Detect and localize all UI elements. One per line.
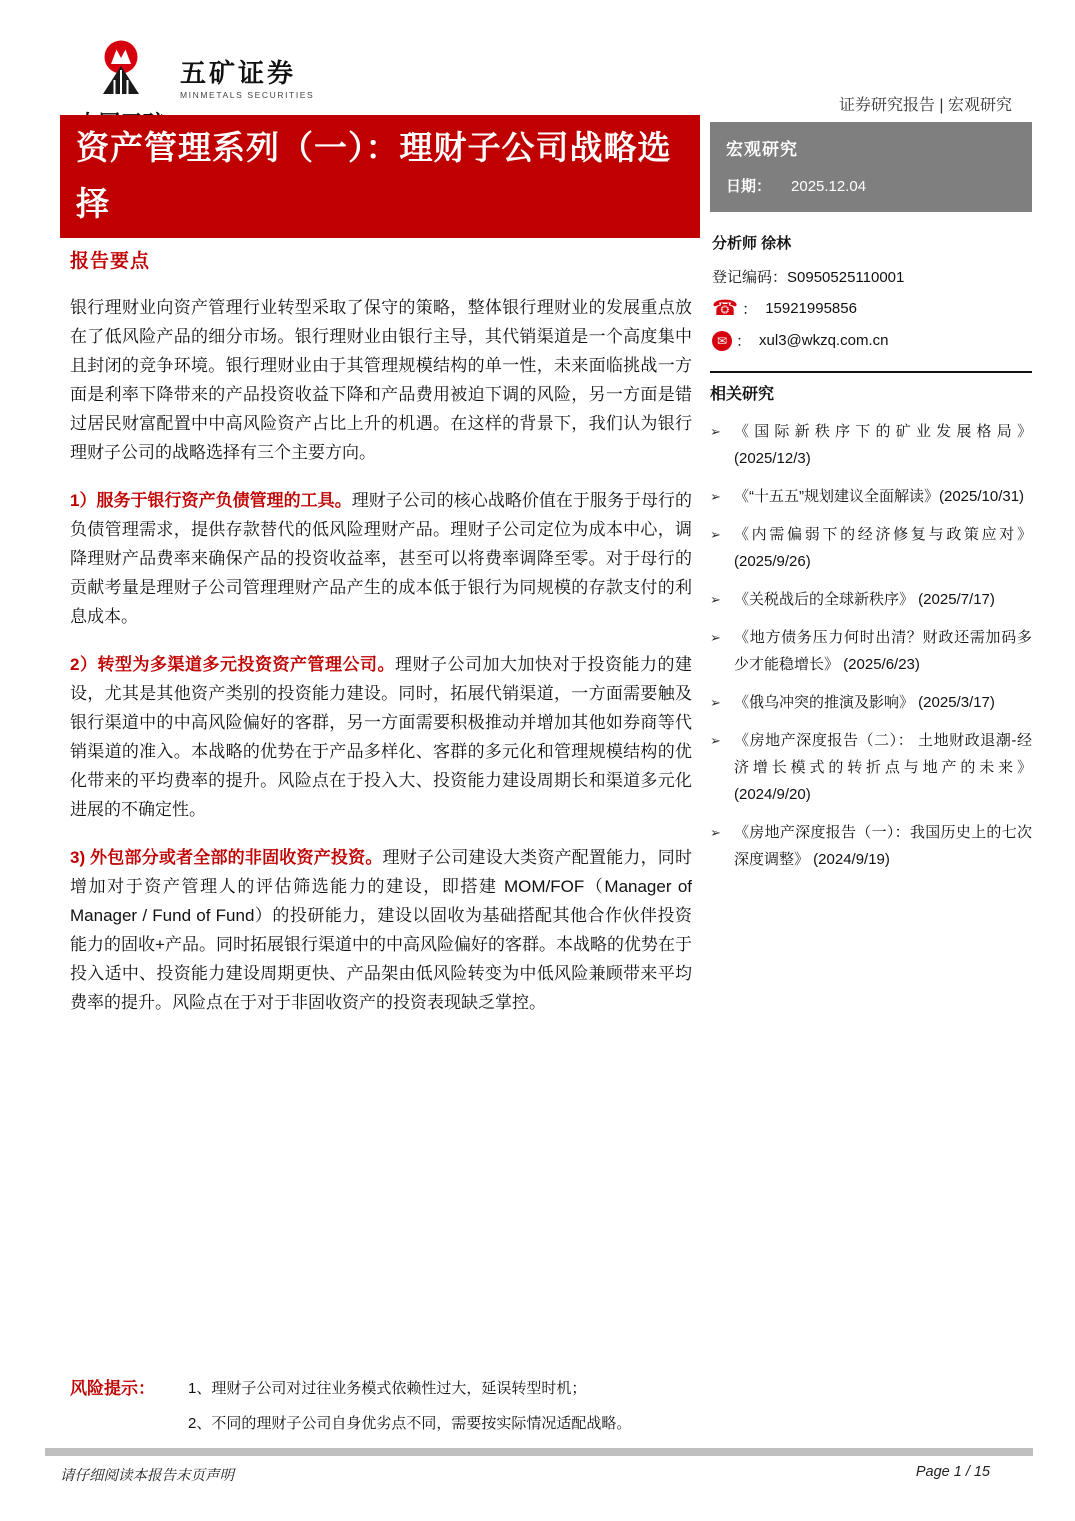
report-date-row (726, 175, 1016, 196)
category-box (710, 122, 1032, 212)
minmetals-emblem-icon (87, 40, 155, 105)
point-3-lead: 3) 外包部分或者全部的非固收资产投资。 (70, 848, 383, 867)
related-research-item (710, 586, 1032, 613)
point-2-lead: 2）转型为多渠道多元投资资产管理公司。 (70, 655, 395, 674)
phone-colon: ： (742, 301, 758, 318)
phone-icon: ☎ (712, 296, 739, 320)
date-label: 日期： (726, 178, 772, 195)
risk-item: 1、理财子公司对过往业务模式依赖性过大，延误转型时机； (188, 1380, 587, 1397)
email-address: xul3@wkzq.com.cn (759, 332, 889, 349)
registration-label: 登记编码： (712, 269, 788, 286)
registration-code: S0950525110001 (787, 269, 905, 286)
related-item-text: 《国际新秩序下的矿业发展格局》 (2025/12/3) (734, 423, 1032, 467)
envelope-glyph: ✉ (716, 333, 728, 348)
strategy-point-1 (70, 486, 692, 631)
point-1-lead: 1）服务于银行资产负债管理的工具。 (70, 491, 352, 510)
email-colon: ： (736, 333, 752, 350)
sidebar (710, 122, 1032, 884)
related-research-item (710, 418, 1032, 472)
related-research-item (710, 819, 1032, 873)
footer-divider-bar (45, 1448, 1033, 1456)
related-item-text: 《俄乌冲突的推演及影响》 (2025/3/17) (734, 694, 995, 711)
arrow-bullet-icon: ➢ (710, 630, 721, 645)
report-type-label: 证券研究报告 | 宏观研究 (838, 97, 1012, 114)
report-body (70, 246, 692, 1036)
arrow-bullet-icon: ➢ (710, 424, 721, 439)
key-points-heading: 报告要点 (70, 251, 151, 272)
footer (60, 1464, 990, 1485)
point-3-body: 理财子公司建设大类资产配置能力，同时增加对于资产管理人的评估筛选能力的建设，即搭建 MOM/FOF（Manager of Manager / Fund of Fund）的投研能力，建设以固收为基础搭配其他合作伙伴投资能力的固收+产品。同时拓展银行渠道中的中高风险偏好的客群。本战略的优势在于投入适中、投资能力建设周期更快、产品架由低风险转变为中低风险兼顾带来平均费率的提升。风险点在于对于非固收资产的投资表现缺乏掌控。 (70, 848, 693, 1012)
related-research-title: 相关研究 (710, 386, 775, 403)
risk-warning-section (70, 1376, 710, 1446)
phone-row (712, 298, 1030, 319)
email-icon (712, 331, 732, 351)
related-item-text: 《房地产深度报告（一）：我国历史上的七次深度调整》 (2024/9/19) (734, 824, 1032, 868)
arrow-bullet-icon: ➢ (710, 489, 721, 504)
point-2-body: 理财子公司加大加快对于投资能力的建设，尤其是其他资产类别的投资能力建设。同时，拓展代销渠道，一方面需要触及银行渠道中的中高风险偏好的客群，另一方面需要积极推动并增加其他如券商等代销渠道的准入。本战略的优势在于产品多样化、客群的多元化和管理规模结构的优化带来的平均费率的提升。风险点在于投入大、投资能力建设周期长和渠道多元化进展的不确定性。 (70, 655, 692, 819)
related-item-text: 《房地产深度报告（二）： 土地财政退潮-经济增长模式的转折点与地产的未来》 (2024/9/20) (734, 732, 1032, 803)
page-number: Page 1 / 15 (915, 1464, 990, 1480)
related-research-item (710, 689, 1032, 716)
logo-brand-block (180, 60, 314, 100)
logo-brand-name: 五矿证券 (180, 58, 297, 88)
arrow-bullet-icon: ➢ (710, 592, 721, 607)
arrow-bullet-icon: ➢ (710, 527, 721, 542)
related-research-list (710, 418, 1032, 873)
analyst-block (710, 232, 1032, 351)
related-item-text: 《地方债务压力何时出清？财政还需加码多少才能稳增长》 (2025/6/23) (734, 629, 1032, 673)
point-1-body: 理财子公司的核心战略价值在于服务于母行的负债管理需求，提供存款替代的低风险理财产品。理财子公司定位为成本中心，调降理财产品费率来确保产品的投资收益率，甚至可以将费率调降至零。对于母行的贡献考量是理财子公司管理理财产品产生的成本低于银行为同规模的存款支付的利息成本。 (70, 491, 692, 626)
related-research-item (710, 727, 1032, 808)
related-item-text: 《关税战后的全球新秩序》 (2025/7/17) (734, 591, 995, 608)
report-title: 资产管理系列（一）：理财子公司战略选择 (60, 115, 700, 238)
email-row (712, 330, 1030, 351)
risk-warning-label: 风险提示： (70, 1379, 155, 1398)
arrow-bullet-icon: ➢ (710, 733, 721, 748)
intro-paragraph: 银行理财业向资产管理行业转型采取了保守的策略，整体银行理财业的发展重点放在了低风险产品的细分市场。银行理财业由银行主导，其代销渠道是一个高度集中且封闭的竞争环境。银行理财业由于其管理规模结构的单一性，未来面临挑战一方面是利率下降带来的产品投资收益下降和产品费用被迫下调的风险，另一方面是错过居民财富配置中中高风险资产占比上升的机遇。在这样的背景下，我们认为银行理财子公司的战略选择有三个主要方向。 (70, 298, 692, 462)
footer-disclaimer: 请仔细阅读本报告末页声明 (60, 1468, 234, 1484)
related-item-text: 《“十五五”规划建议全面解读》(2025/10/31) (734, 488, 1025, 505)
registration-row (712, 266, 1030, 287)
risk-item: 2、不同的理财子公司自身优劣点不同，需要按实际情况适配战略。 (188, 1415, 632, 1432)
logo-brand-name-en: MINMETALS SECURITIES (180, 90, 315, 100)
arrow-bullet-icon: ➢ (710, 695, 721, 710)
strategy-point-3 (70, 843, 692, 1017)
report-date: 2025.12.04 (791, 178, 867, 195)
related-research-item (710, 521, 1032, 575)
risk-warning-items (188, 1376, 631, 1446)
category-label: 宏观研究 (726, 140, 798, 159)
strategy-point-2 (70, 650, 692, 824)
related-research-item (710, 624, 1032, 678)
analyst-name: 分析师 徐林 (712, 235, 792, 252)
phone-number: 15921995856 (765, 300, 857, 317)
related-item-text: 《内需偏弱下的经济修复与政策应对》 (2025/9/26) (734, 526, 1032, 570)
arrow-bullet-icon: ➢ (710, 825, 721, 840)
related-research-item (710, 483, 1032, 510)
sidebar-divider (710, 371, 1032, 373)
